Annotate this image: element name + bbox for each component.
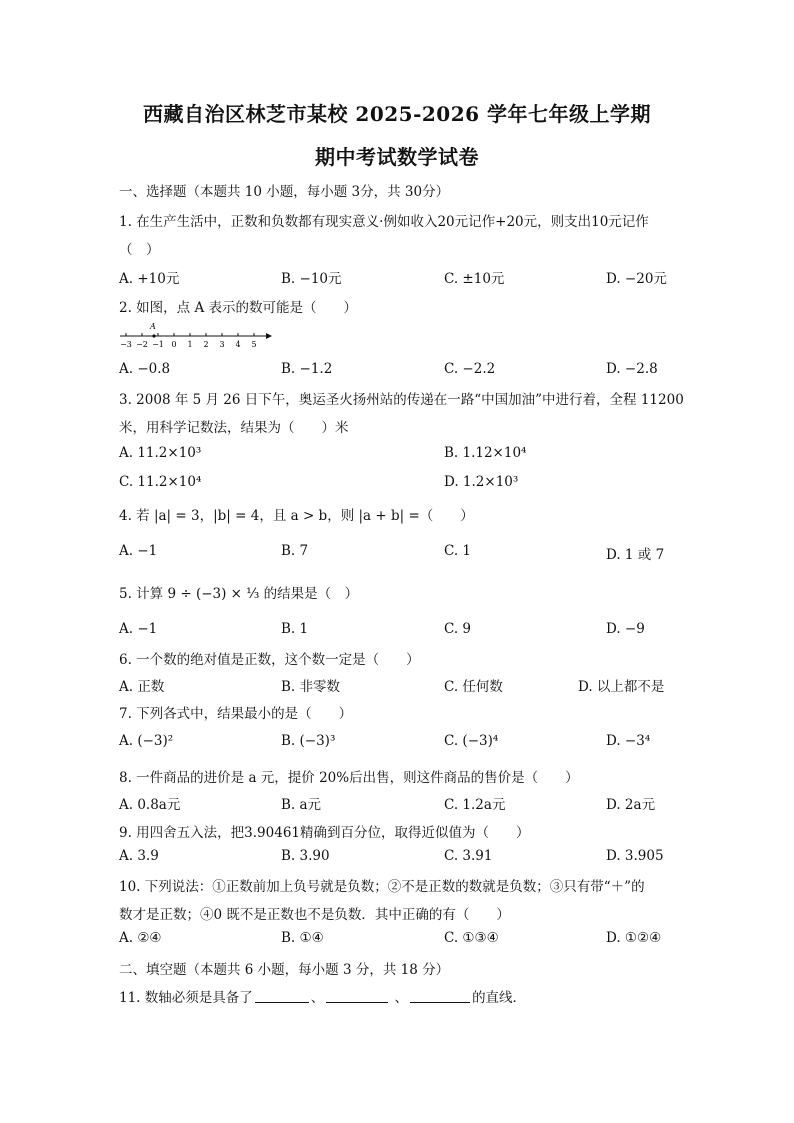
question-10-text: 10. 下列说法：①正数前加上负号就是负数；②不是正数的数就是负数；③只有带“＋”的 [119, 879, 645, 895]
q9-option-a: A. 3.9 [119, 848, 159, 864]
q1-option-a: A. +10元 [119, 271, 180, 287]
q11-sep-1: 、 [310, 990, 325, 1006]
q3-option-b: B. 1.12×10⁴ [444, 445, 527, 461]
q2-option-a: A. −0.8 [119, 361, 171, 377]
number-line-figure [116, 322, 276, 350]
q11-prefix: 11. 数轴必须是具备了 [119, 990, 253, 1006]
q2-option-c: C. −2.2 [444, 361, 496, 377]
question-2-text: 2. 如图，点 A 表示的数可能是（ ） [119, 300, 358, 316]
q4-option-a: A. −1 [119, 543, 158, 559]
q4-option-b: B. 7 [281, 543, 309, 559]
q10-option-d: D. ①②④ [606, 930, 662, 946]
question-8-text: 8. 一件商品的进价是 a 元，提价 20%后出售，则这件商品的售价是（ ） [119, 770, 579, 786]
section-choice-heading: 一、选择题（本题共 10 小题，每小题 3分，共 30分） [119, 184, 450, 200]
question-1-text: 1. 在生产生活中，正数和负数都有现实意义·例如收入20元记作+20元，则支出10元记作 [119, 214, 649, 230]
q2-option-d: D. −2.8 [606, 361, 658, 377]
number-line-tick-label: 2 [203, 340, 209, 349]
number-line-tick-label: 1 [187, 340, 193, 349]
q3-option-a: A. 11.2×10³ [119, 445, 202, 461]
q1-option-c: C. ±10元 [444, 271, 505, 287]
number-line-tick-label: −2 [136, 340, 148, 349]
number-line-tick-label: −1 [152, 340, 164, 349]
number-line-tick-label: −3 [120, 340, 132, 349]
question-9-text: 9. 用四舍五入法，把3.90461精确到百分位，取得近似值为（ ） [119, 825, 530, 841]
question-3-text-cont: 米，用科学记数法，结果为（ ）米 [119, 420, 349, 436]
q7-option-b: B. (−3)³ [281, 733, 336, 749]
q11-blank-3[interactable] [410, 990, 470, 1003]
q7-option-c: C. (−3)⁴ [444, 733, 499, 749]
question-10-text-cont: 数才是正数；④0 既不是正数也不是负数．其中正确的有（ ） [119, 907, 510, 923]
q9-option-b: B. 3.90 [281, 848, 330, 864]
q8-option-a: A. 0.8a元 [119, 797, 181, 813]
q11-suffix: 的直线． [472, 990, 527, 1006]
q5-option-b: B. 1 [281, 621, 309, 637]
question-5-text: 5. 计算 9 ÷ (−3) × ⅓ 的结果是（ ） [119, 586, 359, 602]
q7-option-d: D. −3⁴ [606, 733, 651, 749]
q6-option-d: D. 以上都不是 [578, 679, 665, 695]
point-a-label: A [150, 322, 156, 331]
q5-option-a: A. −1 [119, 621, 158, 637]
number-line-tick-label: 4 [235, 340, 241, 349]
question-1-text-cont: （ ） [119, 242, 160, 258]
exam-title-line2: 期中考试数学试卷 [315, 145, 479, 169]
q3-option-c: C. 11.2×10⁴ [119, 474, 202, 490]
q8-option-b: B. a元 [281, 797, 322, 813]
number-line-tick-label: 0 [171, 340, 177, 349]
q11-sep-2: 、 [390, 990, 409, 1006]
q3-option-d: D. 1.2×10³ [444, 474, 519, 490]
question-4-text: 4. 若 |a| = 3，|b| = 4，且 a > b，则 |a + b| =（ ） [119, 508, 474, 524]
exam-title-line1: 西藏自治区林芝市某校 2025-2026 学年七年级上学期 [142, 102, 652, 126]
q6-option-b: B. 非零数 [281, 679, 341, 695]
q10-option-a: A. ②④ [119, 930, 162, 946]
section-fill-heading: 二、填空题（本题共 6 小题，每小题 3 分，共 18 分） [119, 962, 450, 978]
number-line-tick-label: 5 [251, 340, 257, 349]
q2-option-b: B. −1.2 [281, 361, 333, 377]
q1-option-b: B. −10元 [281, 271, 342, 287]
question-7-text: 7. 下列各式中，结果最小的是（ ） [119, 706, 353, 722]
q4-option-c: C. 1 [444, 543, 472, 559]
q8-option-c: C. 1.2a元 [444, 797, 506, 813]
q11-blank-2[interactable] [326, 990, 388, 1003]
q9-option-d: D. 3.905 [606, 848, 664, 864]
q8-option-d: D. 2a元 [606, 797, 656, 813]
question-6-text: 6. 一个数的绝对值是正数，这个数一定是（ ） [119, 652, 420, 668]
q5-option-c: C. 9 [444, 621, 472, 637]
q9-option-c: C. 3.91 [444, 848, 493, 864]
q10-option-c: C. ①③④ [444, 930, 499, 946]
q7-option-a: A. (−3)² [119, 733, 174, 749]
q6-option-c: C. 任何数 [444, 679, 503, 695]
q10-option-b: B. ①④ [281, 930, 324, 946]
q5-option-d: D. −9 [606, 621, 645, 637]
q11-blank-1[interactable] [255, 990, 309, 1003]
question-11-text [119, 986, 526, 1006]
q4-option-d: D. 1 或 7 [606, 547, 665, 563]
q1-option-d: D. −20元 [606, 271, 667, 287]
q6-option-a: A. 正数 [119, 679, 165, 695]
question-3-text: 3. 2008 年 5 月 26 日下午，奥运圣火扬州站的传递在一路“中国加油”中进行着，全程 11200 [119, 392, 684, 408]
number-line-tick-label: 3 [219, 340, 225, 349]
